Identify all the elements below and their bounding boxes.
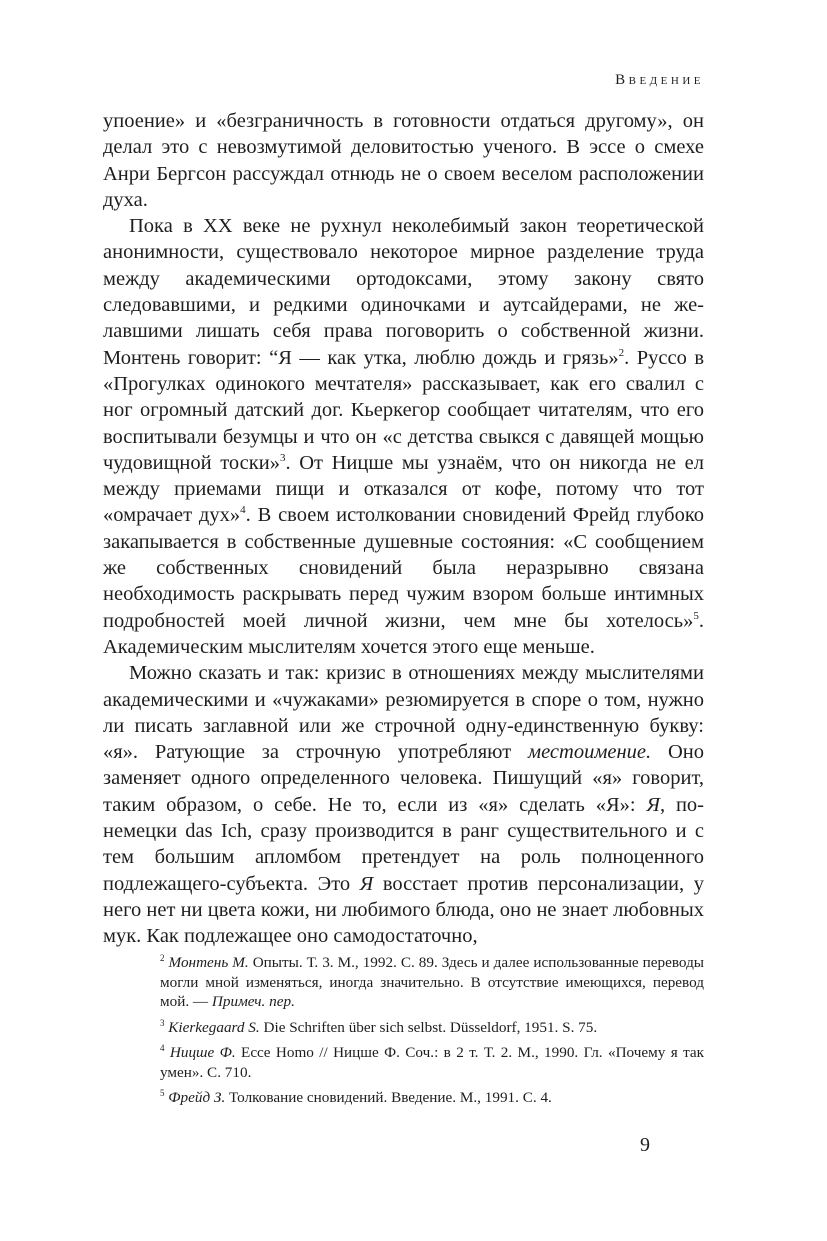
footnote-number: 3 (160, 1017, 165, 1028)
footnotes (160, 953, 704, 1114)
page-number: 9 (640, 1134, 650, 1156)
footnote-text: Ницше Ф. Ecce Homo // Ницше Ф. Соч.: в 2 т. Т. 2. М., 1990. Гл. «Почему я так умен». С. 710. (160, 1044, 705, 1081)
footnote (160, 1018, 704, 1038)
footnote-ref[interactable]: 4 (240, 504, 246, 517)
running-head: Введение (615, 72, 704, 88)
footnote-number: 2 (160, 952, 165, 963)
main-text (103, 108, 704, 950)
footnote-text: Kierkegaard S. Die Schriften über sich selbst. Düsseldorf, 1951. S. 75. (168, 1018, 598, 1036)
footnote-ref[interactable]: 3 (279, 452, 286, 465)
footnote (160, 953, 704, 1012)
italic-text: Фрейд З. (168, 1089, 226, 1106)
footnote-text: Фрейд З. Толкование сновидений. Введение. М., 1991. С. 4. (168, 1089, 552, 1106)
footnote-ref[interactable]: 5 (693, 609, 699, 622)
paragraph: упоение» и «безграничность в готовности отдаться другому», он делал это с невозмутимой деловитостью ученого. В эссе о смехе Анри Бергсон рассуждал отнюдь не о своем веселом расположении духа. (103, 110, 704, 211)
footnote-number: 5 (160, 1087, 165, 1098)
italic-text: Kierkegaard S. (168, 1018, 260, 1036)
footnote (160, 1088, 704, 1108)
italic-text: местоимение. (528, 741, 652, 764)
footnote (160, 1043, 704, 1082)
footnote-number: 4 (160, 1042, 165, 1053)
italic-text: Примеч. пер. (211, 993, 295, 1010)
italic-text: Монтень М. (168, 954, 249, 971)
paragraph: Можно сказать и так: кризис в отношениях между мыслителями академическими и «чужаками» резюмируется в споре о том, нужно ли писать заглавной или же строчной одну-единственную букву: «я». Ратующие за строчную употребляют местоимение. Оно заменяет одного определенного человека. Пишущий «я» говорит, таким образом, о себе. Не то, если из «я» сделать «Я»: Я, по-немецки das Ich, сразу производится в ранг существительного и с тем большим апломбом претендует на роль полноценного подлежащего-субъекта. Это Я восстает против персонализации, у него нет ни цвета кожи, ни любимого блюда, оно не знает любовных мук. Как подлежащее оно самодостаточно, (103, 662, 705, 948)
footnote-ref[interactable]: 2 (618, 346, 625, 359)
italic-text: Я (359, 872, 374, 895)
paragraph: Пока в XX веке не рухнул неколебимый закон теоретической анонимности, существовало некоторое мирное разделение труда между академическими ортодоксами, этому закону свято следовавшими, и редкими одиночками и аутсайдерами, не желавшими лишать себя права поговорить о собственной жизни. Монтень говорит: “Я — как утка, люблю дождь и грязь»$^2$. Руссо в «Прогулках одинокого мечтателя» рассказывает, как его свалил с ног огромный датский дог. Кьеркегор сообщает читателям, что его воспитывали безумцы и что он «с детства свыкся с давящей мощью чудовищной тоски»$^3$. От Ницше мы узнаём, что он никогда не ел между приемами пищи и отказался от кофе, потому что тот «омрачает дух»$^4$. В своем истолковании сновидений Фрейд глубоко закапывается в собственные душевные состояния: «С сообщением же собственных сновидений была неразрывно связана необходимость раскрывать перед чужим взором больше интимных подробностей моей личной жизни, чем мне бы хотелось»$^5$. Академическим мыслителям хочется этого еще меньше. (103, 215, 704, 658)
italic-text: Ницше Ф. (169, 1044, 236, 1061)
italic-text: Я (646, 793, 660, 816)
footnote-text: Монтень М. Опыты. Т. 3. М., 1992. С. 89. Здесь и далее использованные переводы могли мной изменяться, иногда значительно. В отсутствие имеющихся, перевод мой. — Примеч. пер. (160, 954, 705, 1010)
